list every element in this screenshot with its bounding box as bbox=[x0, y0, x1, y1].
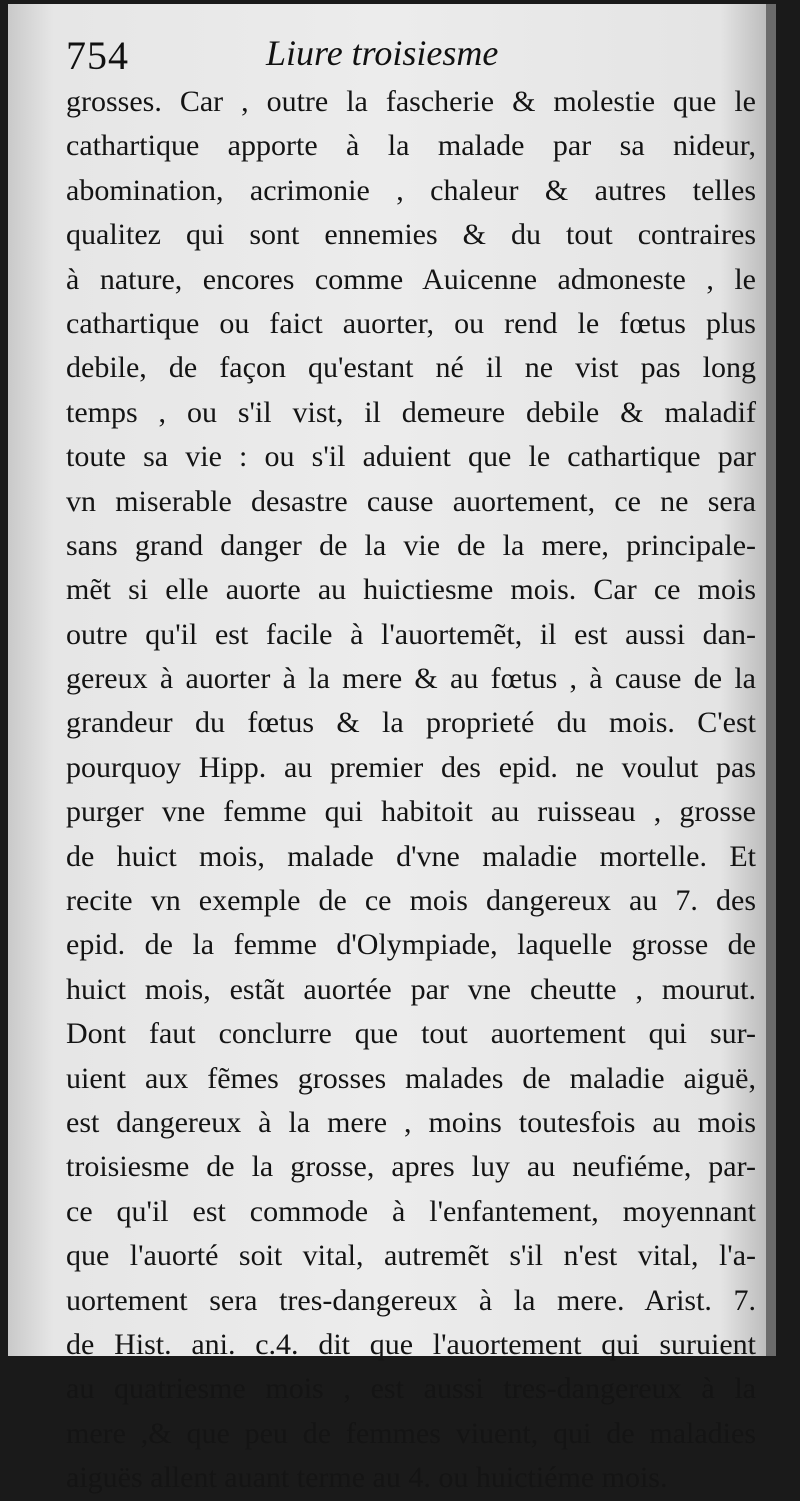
text-line: cathartique ou faict auorter, ou rend le fœtus plus bbox=[66, 306, 756, 340]
text-line: mẽt si elle auorte au huictiesme mois. Car ce mois bbox=[66, 573, 756, 607]
text-line: vn miserable desastre cause auortement, ce ne sera bbox=[66, 484, 756, 518]
text-line: Dont faut conclurre que tout auortement qui sur- bbox=[66, 1017, 756, 1051]
text-line: epid. de la femme d'Olympiade, laquelle grosse de bbox=[66, 928, 756, 962]
text-line: aiguës allent auant terme au 4. ou huictiéme mois. bbox=[66, 1461, 668, 1495]
text-line: troisiesme de la grosse, apres luy au neufiéme, par- bbox=[66, 1150, 756, 1184]
text-line: temps , ou s'il vist, il demeure debile & maladif bbox=[66, 395, 756, 429]
text-line: recite vn exemple de ce mois dangereux au 7. des bbox=[66, 884, 756, 918]
text-line: de huict mois, malade d'vne maladie mortelle. Et bbox=[66, 839, 756, 873]
text-line: uient aux fẽmes grosses malades de maladie aiguë, bbox=[66, 1061, 756, 1095]
text-line: ce qu'il est commode à l'enfantement, moyennant bbox=[66, 1194, 756, 1228]
text-line: de Hist. ani. c.4. dit que l'auortement qui suruient bbox=[66, 1327, 756, 1361]
text-line: gereux à auorter à la mere & au fœtus , à cause de la bbox=[66, 662, 756, 696]
text-line: mere ,& que peu de femmes viuent, qui de maladies bbox=[66, 1416, 756, 1450]
text-line: outre qu'il est facile à l'auortemẽt, il est aussi dan- bbox=[66, 617, 756, 651]
text-line: uortement sera tres-dangereux à la mere. Arist. 7. bbox=[66, 1283, 756, 1317]
page-number: 754 bbox=[66, 33, 129, 78]
text-line: qualitez qui sont ennemies & du tout contraires bbox=[66, 218, 756, 252]
text-line: cathartique apporte à la malade par sa nideur, bbox=[66, 129, 756, 163]
page-header bbox=[66, 32, 756, 78]
running-title: Liure troisiesme bbox=[266, 33, 499, 73]
text-line: que l'auorté soit vital, autremẽt s'il n'est vital, l'a- bbox=[66, 1239, 756, 1273]
text-line: sans grand danger de la vie de la mere, principale- bbox=[66, 528, 756, 562]
text-line: grandeur du fœtus & la proprieté du mois. C'est bbox=[66, 706, 756, 740]
text-line: abomination, acrimonie , chaleur & autres telles bbox=[66, 173, 756, 207]
text-line: grosses. Car , outre la fascherie & molestie que le bbox=[66, 85, 756, 118]
text-line: est dangereux à la mere , moins toutesfois au mois bbox=[66, 1105, 756, 1139]
body-text bbox=[66, 80, 756, 1501]
book-page bbox=[8, 4, 776, 1495]
text-line: au quatriesme mois , est aussi tres-dangereux à la bbox=[66, 1372, 756, 1406]
text-line: debile, de façon qu'estant né il ne vist pas long bbox=[66, 351, 756, 385]
text-line: purger vne femme qui habitoit au ruisseau , grosse bbox=[66, 795, 756, 829]
text-line: à nature, encores comme Auicenne admoneste , le bbox=[66, 262, 756, 296]
text-line: toute sa vie : ou s'il aduient que le cathartique par bbox=[66, 440, 756, 474]
text-line: pourquoy Hipp. au premier des epid. ne voulut pas bbox=[66, 750, 756, 784]
text-line: huict mois, estãt auortée par vne cheutte , mourut. bbox=[66, 972, 756, 1006]
